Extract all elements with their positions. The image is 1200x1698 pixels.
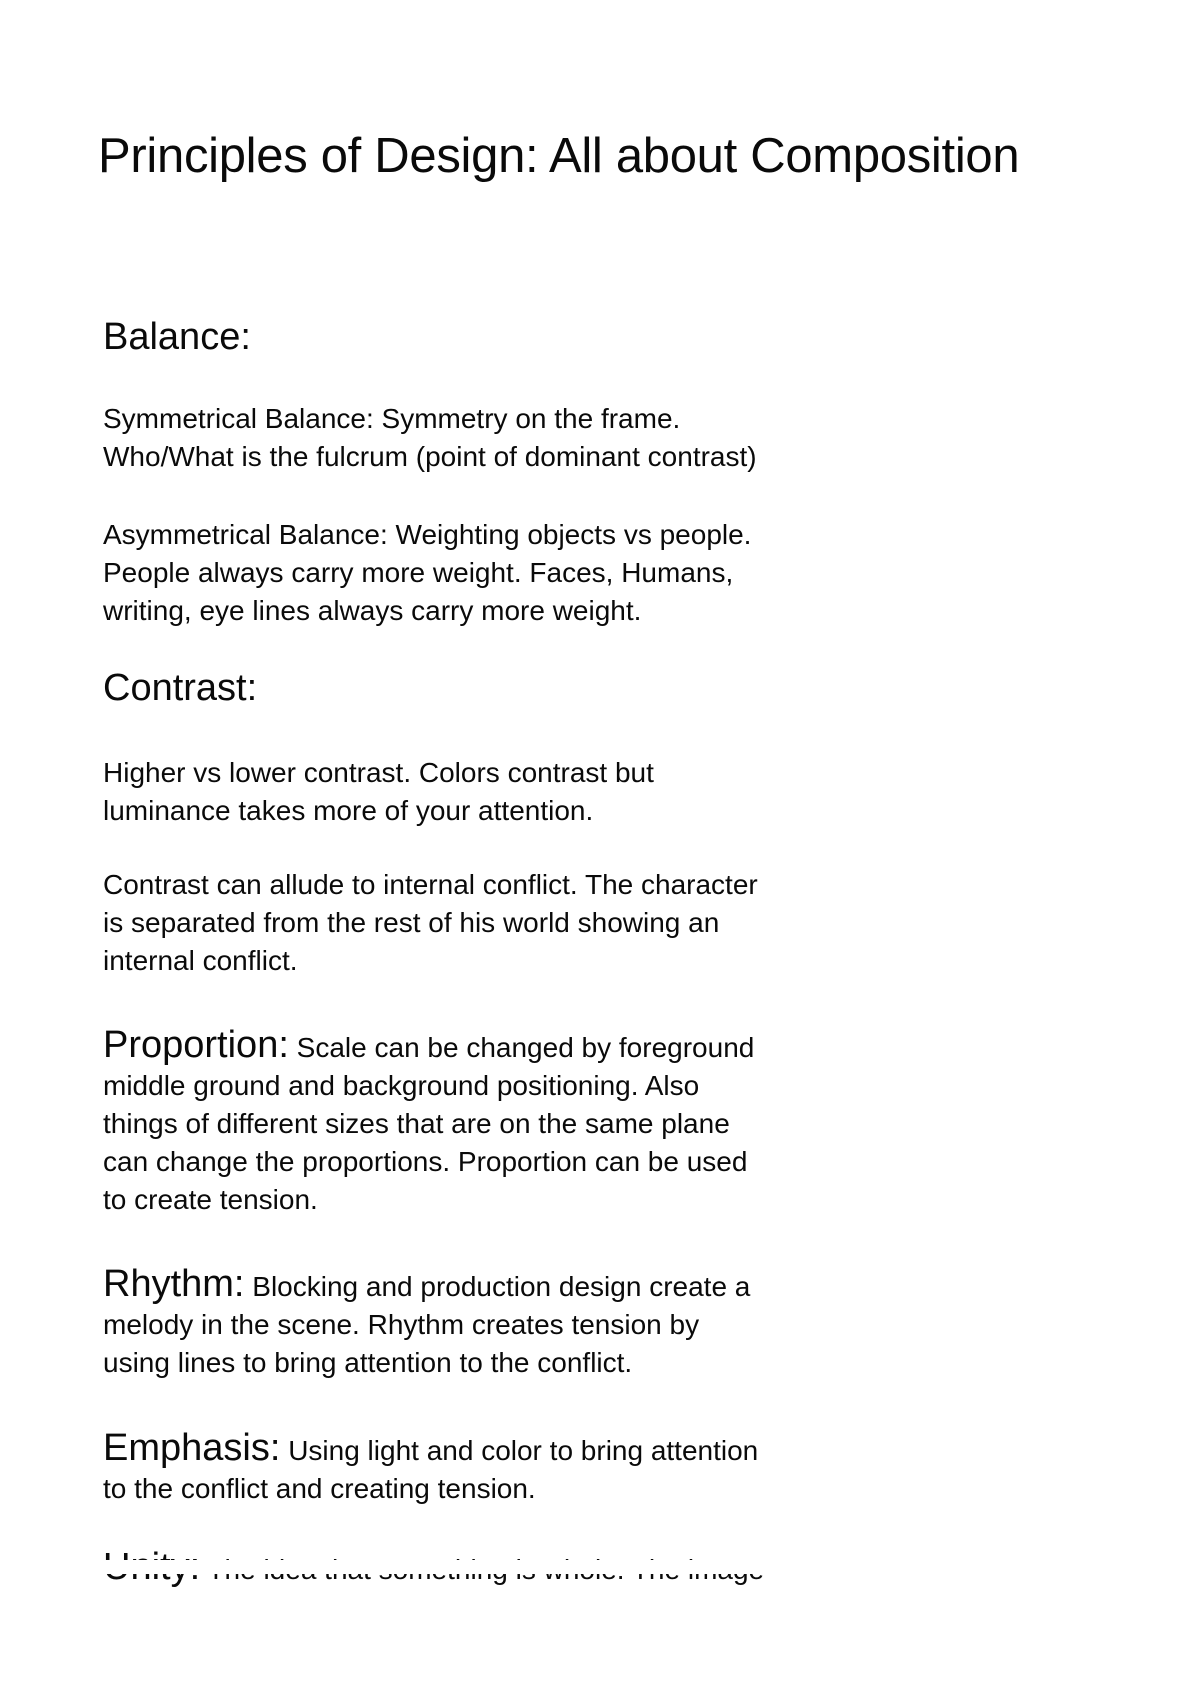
paragraph-contrast-conflict: Contrast can allude to internal conflict. The character is separated from the rest of his world showing an internal conflict. (103, 869, 758, 976)
page-cutoff (0, 1560, 1200, 1574)
section-proportion (103, 1026, 903, 1219)
paragraph-proportion: Scale can be changed by foreground middle ground and background positioning. Also things of different sizes that are on the same plane can change the proportions. Proportion can be used to create tension. (103, 1032, 755, 1215)
paragraph-asymmetrical-balance: Asymmetrical Balance: Weighting objects vs people. People always carry more weight. Faces, Humans, writing, eye lines always carry more weight. (103, 519, 752, 626)
section-heading-proportion: Proportion: (103, 1024, 289, 1066)
page-title: Principles of Design: All about Composition (98, 129, 1020, 183)
section-emphasis (103, 1429, 903, 1508)
paragraph-emphasis: Using light and color to bring attention to the conflict and creating tension. (103, 1435, 759, 1504)
section-heading-balance: Balance: (103, 316, 251, 358)
section-heading-contrast: Contrast: (103, 667, 258, 709)
paragraph-symmetrical-balance: Symmetrical Balance: Symmetry on the frame. Who/What is the fulcrum (point of dominant contrast) (103, 403, 757, 472)
paragraph-contrast-luminance: Higher vs lower contrast. Colors contrast but luminance takes more of your attention. (103, 757, 654, 826)
section-heading-rhythm: Rhythm: (103, 1263, 245, 1305)
section-rhythm (103, 1265, 903, 1382)
section-heading-emphasis: Emphasis: (103, 1427, 281, 1469)
paragraph-rhythm: Blocking and production design create a melody in the scene. Rhythm creates tension by using lines to bring attention to the conflict. (103, 1271, 751, 1378)
